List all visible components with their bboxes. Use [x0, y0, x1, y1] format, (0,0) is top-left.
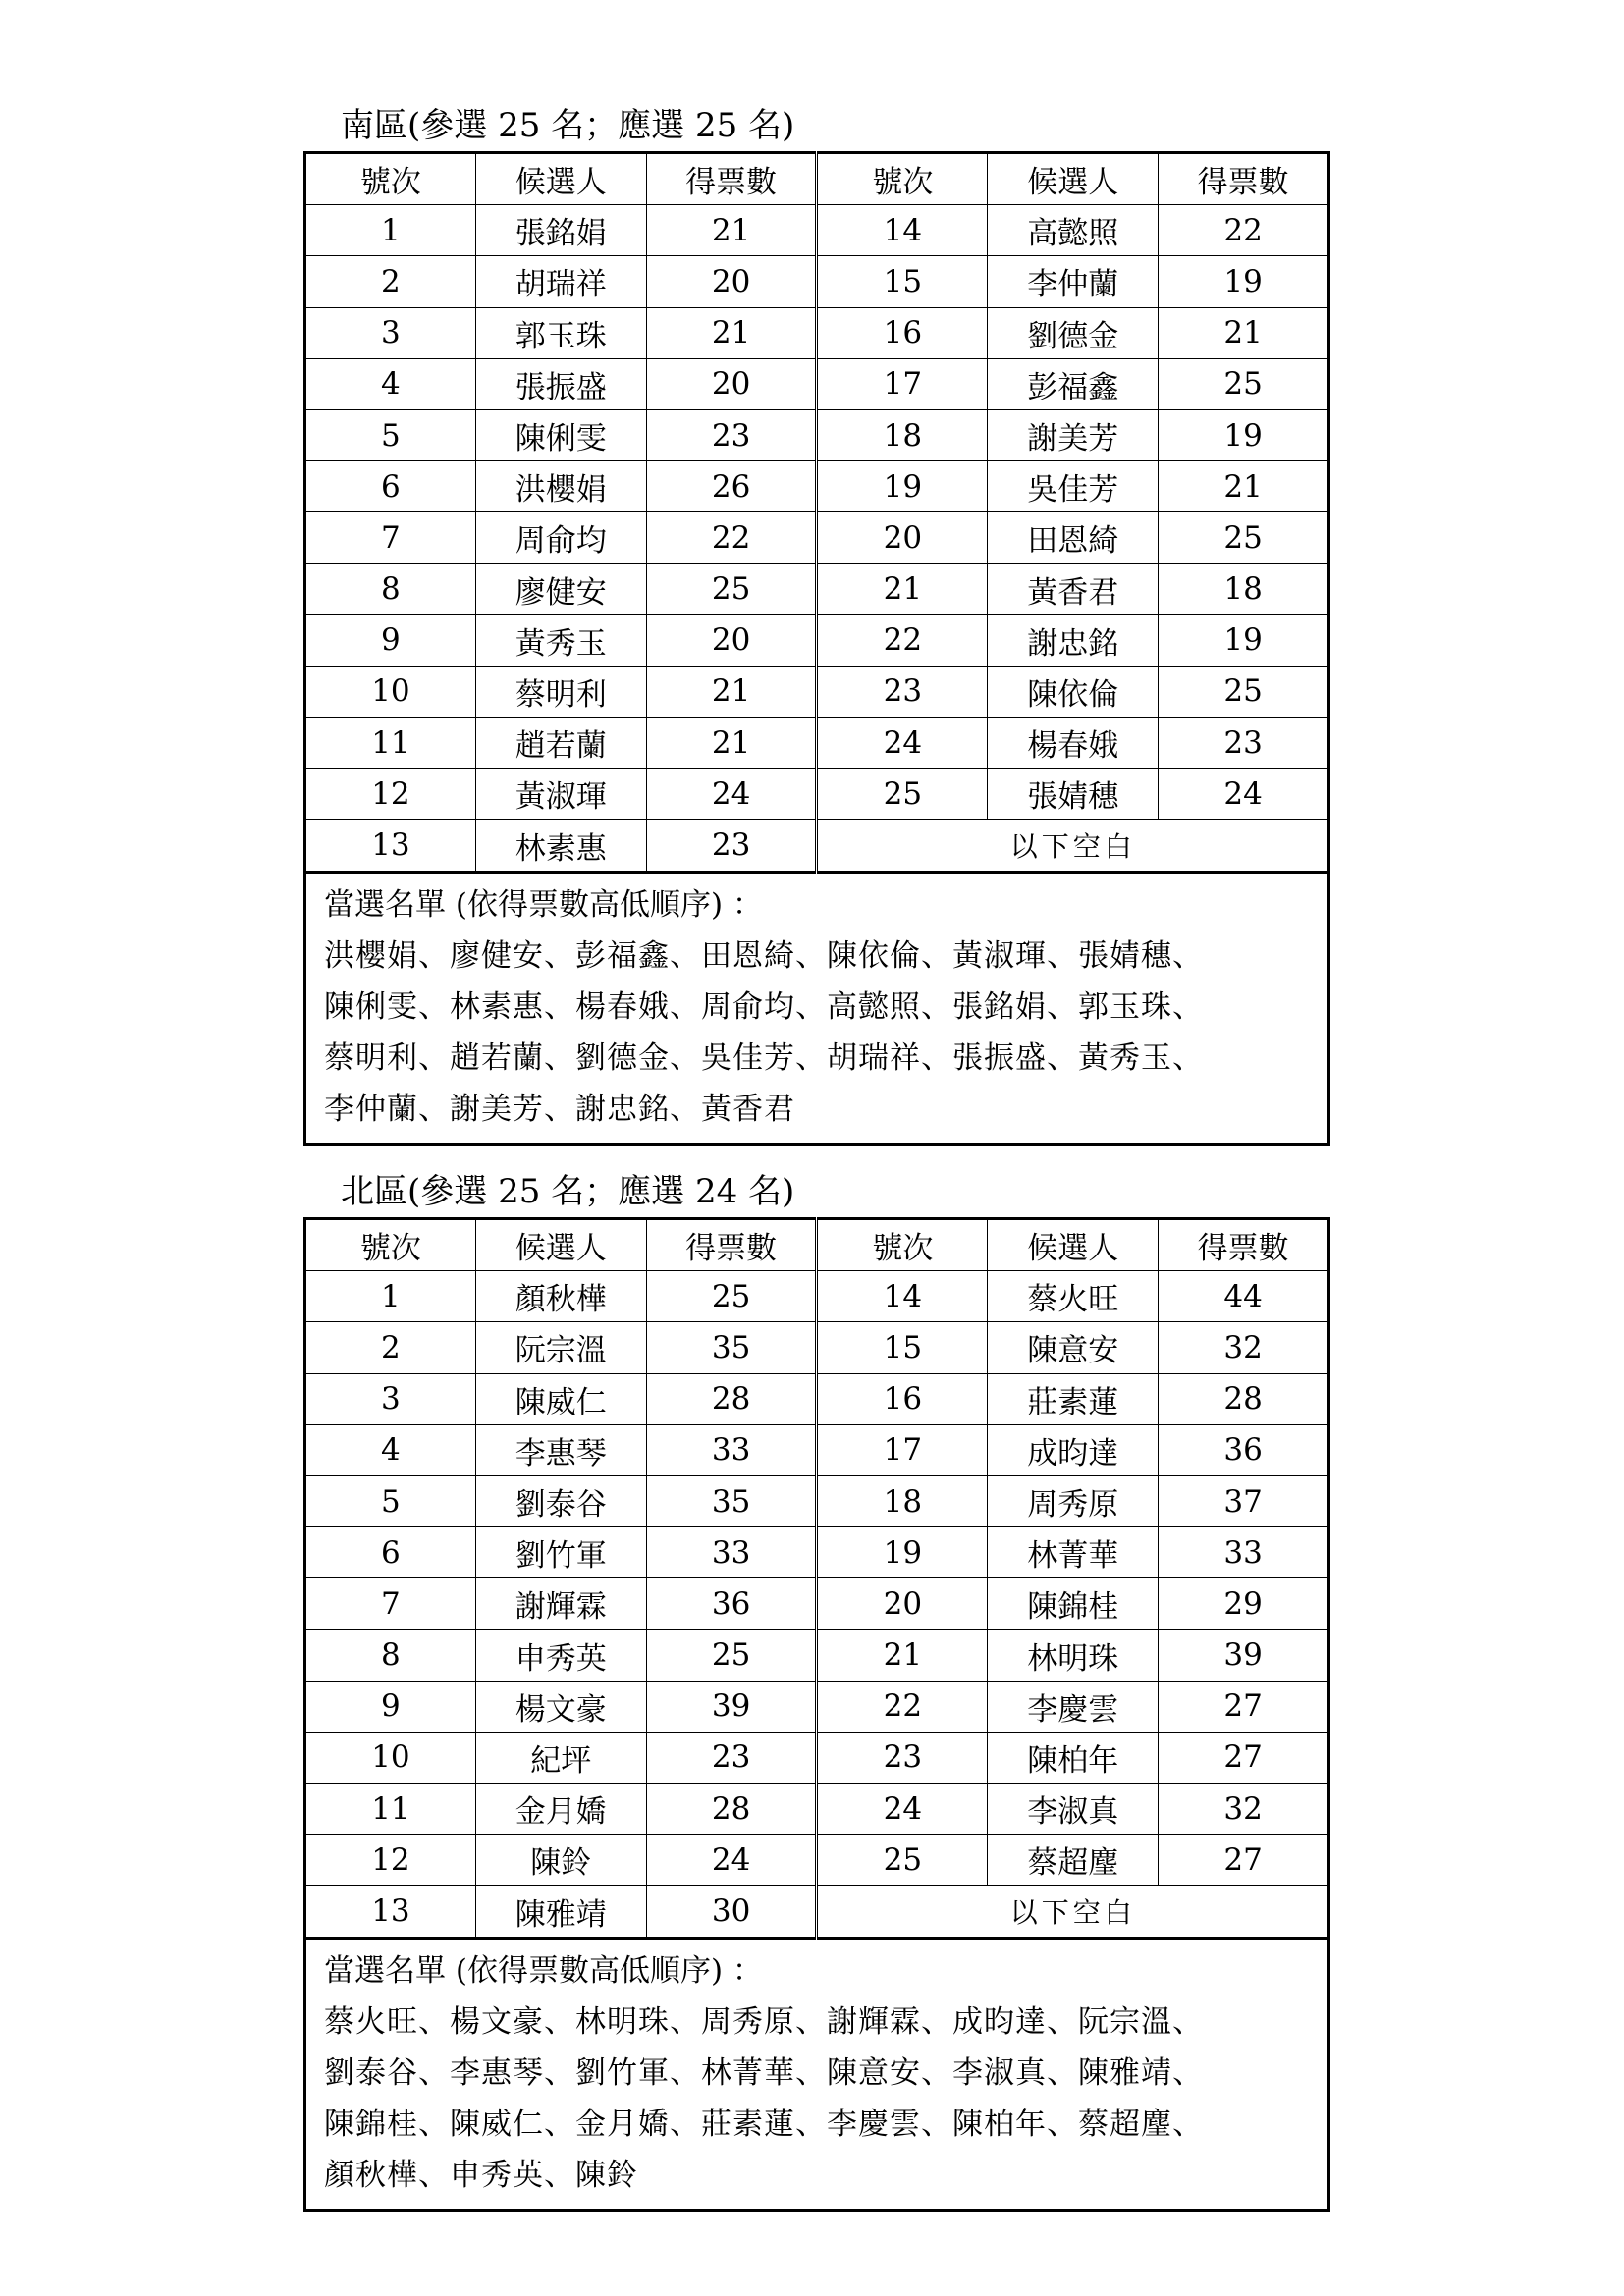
table-row [305, 1424, 1329, 1475]
cell-number: 14 [817, 205, 988, 256]
blank-note: 以下空白 [817, 820, 1329, 872]
cell-candidate: 楊文豪 [475, 1681, 646, 1732]
cell-votes: 21 [646, 205, 817, 256]
cell-candidate: 謝美芳 [988, 409, 1159, 460]
table-row [305, 1784, 1329, 1835]
table-row [305, 1271, 1329, 1322]
cell-candidate: 陳鈴 [475, 1835, 646, 1886]
cell-votes: 27 [1159, 1681, 1329, 1732]
cell-votes: 25 [1159, 666, 1329, 717]
cell-candidate: 黃秀玉 [475, 614, 646, 666]
section-title: 北區(參選 25 名；應選 24 名) [341, 1172, 795, 1211]
winners-label: 當選名單 (依得票數高低順序) ： [324, 1952, 763, 1989]
cell-number: 22 [817, 614, 988, 666]
cell-number: 25 [817, 1835, 988, 1886]
table-row [305, 1681, 1329, 1732]
table-row [305, 1475, 1329, 1526]
winners-box [303, 874, 1330, 1146]
table-row [305, 205, 1329, 256]
cell-number: 14 [817, 1271, 988, 1322]
winners-line: 李仲蘭、謝美芳、謝忠銘、黃香君 [324, 1091, 795, 1127]
cell-number: 19 [817, 1527, 988, 1578]
cell-candidate: 莊素蓮 [988, 1373, 1159, 1424]
cell-number: 15 [817, 1322, 988, 1373]
cell-votes: 44 [1159, 1271, 1329, 1322]
table-row-last [305, 820, 1329, 872]
cell-number: 21 [817, 1629, 988, 1681]
blank-note: 以下空白 [817, 1886, 1329, 1938]
cell-candidate: 黃淑琿 [475, 769, 646, 820]
header-row [305, 153, 1329, 205]
cell-number: 19 [817, 461, 988, 512]
cell-candidate: 阮宗溫 [475, 1322, 646, 1373]
cell-votes: 27 [1159, 1732, 1329, 1783]
cell-candidate: 周秀原 [988, 1475, 1159, 1526]
cell-number: 16 [817, 1373, 988, 1424]
table-row [305, 1629, 1329, 1681]
cell-candidate: 李慶雲 [988, 1681, 1159, 1732]
column-header-votes: 得票數 [646, 1219, 817, 1271]
cell-number: 2 [305, 1322, 476, 1373]
cell-candidate: 謝輝霖 [475, 1578, 646, 1629]
cell-votes: 35 [646, 1475, 817, 1526]
cell-candidate: 洪櫻娟 [475, 461, 646, 512]
table-row [305, 307, 1329, 358]
cell-number: 3 [305, 307, 476, 358]
column-header-candidate: 候選人 [988, 1219, 1159, 1271]
cell-candidate: 劉泰谷 [475, 1475, 646, 1526]
cell-number: 11 [305, 1784, 476, 1835]
cell-votes: 32 [1159, 1322, 1329, 1373]
cell-number: 8 [305, 1629, 476, 1681]
table-row [305, 1835, 1329, 1886]
cell-candidate: 楊春娥 [988, 718, 1159, 769]
cell-candidate: 陳意安 [988, 1322, 1159, 1373]
cell-number: 11 [305, 718, 476, 769]
cell-candidate: 郭玉珠 [475, 307, 646, 358]
winners-line: 顏秋樺、申秀英、陳鈴 [324, 2157, 638, 2193]
cell-number: 20 [817, 1578, 988, 1629]
cell-candidate: 李仲蘭 [988, 256, 1159, 307]
column-header-candidate: 候選人 [988, 153, 1159, 205]
cell-votes: 28 [1159, 1373, 1329, 1424]
cell-votes: 35 [646, 1322, 817, 1373]
cell-votes: 25 [646, 563, 817, 614]
cell-votes: 21 [646, 718, 817, 769]
cell-votes: 19 [1159, 409, 1329, 460]
cell-number: 9 [305, 614, 476, 666]
table-row [305, 614, 1329, 666]
cell-candidate: 陳依倫 [988, 666, 1159, 717]
cell-candidate: 陳錦桂 [988, 1578, 1159, 1629]
winners-line: 陳錦桂、陳威仁、金月嬌、莊素蓮、李慶雲、陳柏年、蔡超麈、 [324, 2106, 1204, 2142]
cell-votes: 18 [1159, 563, 1329, 614]
cell-votes: 20 [646, 256, 817, 307]
column-header-number: 號次 [817, 153, 988, 205]
cell-votes: 33 [1159, 1527, 1329, 1578]
table-row [305, 718, 1329, 769]
cell-number: 6 [305, 461, 476, 512]
cell-number: 17 [817, 1424, 988, 1475]
cell-votes: 19 [1159, 256, 1329, 307]
cell-number: 23 [817, 666, 988, 717]
cell-number: 25 [817, 769, 988, 820]
cell-votes: 32 [1159, 1784, 1329, 1835]
cell-number: 9 [305, 1681, 476, 1732]
table-row [305, 512, 1329, 563]
cell-votes: 19 [1159, 614, 1329, 666]
cell-number: 6 [305, 1527, 476, 1578]
cell-votes: 25 [646, 1271, 817, 1322]
cell-votes: 39 [646, 1681, 817, 1732]
cell-candidate: 成昀達 [988, 1424, 1159, 1475]
cell-candidate: 李淑真 [988, 1784, 1159, 1835]
cell-number: 4 [305, 358, 476, 409]
cell-candidate: 高懿照 [988, 205, 1159, 256]
cell-candidate: 劉德金 [988, 307, 1159, 358]
cell-votes: 20 [646, 358, 817, 409]
cell-votes: 20 [646, 614, 817, 666]
winners-line: 蔡火旺、楊文豪、林明珠、周秀原、謝輝霖、成昀達、阮宗溫、 [324, 2003, 1204, 2040]
cell-votes: 23 [646, 1732, 817, 1783]
cell-votes: 25 [1159, 512, 1329, 563]
cell-number: 3 [305, 1373, 476, 1424]
column-header-votes: 得票數 [646, 153, 817, 205]
cell-number: 12 [305, 769, 476, 820]
cell-votes: 22 [1159, 205, 1329, 256]
cell-votes: 29 [1159, 1578, 1329, 1629]
cell-candidate: 蔡明利 [475, 666, 646, 717]
cell-votes: 26 [646, 461, 817, 512]
header-row [305, 1219, 1329, 1271]
cell-number: 1 [305, 1271, 476, 1322]
section-title: 南區(參選 25 名；應選 25 名) [341, 106, 795, 145]
table-row [305, 563, 1329, 614]
table-row [305, 1578, 1329, 1629]
cell-candidate: 林素惠 [475, 820, 646, 872]
cell-number: 20 [817, 512, 988, 563]
cell-votes: 30 [646, 1886, 817, 1938]
cell-votes: 39 [1159, 1629, 1329, 1681]
cell-candidate: 張婧穗 [988, 769, 1159, 820]
cell-number: 12 [305, 1835, 476, 1886]
results-table [303, 151, 1330, 874]
cell-candidate: 黃香君 [988, 563, 1159, 614]
cell-candidate: 劉竹軍 [475, 1527, 646, 1578]
winners-line: 洪櫻娟、廖健安、彭福鑫、田恩綺、陳依倫、黃淑琿、張婧穗、 [324, 937, 1204, 974]
cell-number: 4 [305, 1424, 476, 1475]
section-south [303, 100, 1330, 1146]
cell-votes: 27 [1159, 1835, 1329, 1886]
cell-votes: 36 [646, 1578, 817, 1629]
cell-candidate: 田恩綺 [988, 512, 1159, 563]
cell-number: 10 [305, 1732, 476, 1783]
cell-votes: 21 [1159, 307, 1329, 358]
cell-candidate: 陳雅靖 [475, 1886, 646, 1938]
cell-number: 7 [305, 512, 476, 563]
cell-candidate: 廖健安 [475, 563, 646, 614]
cell-votes: 37 [1159, 1475, 1329, 1526]
table-row [305, 409, 1329, 460]
cell-number: 18 [817, 409, 988, 460]
winners-label: 當選名單 (依得票數高低順序) ： [324, 886, 763, 923]
cell-candidate: 蔡火旺 [988, 1271, 1159, 1322]
table-row [305, 256, 1329, 307]
cell-candidate: 李惠琴 [475, 1424, 646, 1475]
winners-line: 蔡明利、趙若蘭、劉德金、吳佳芳、胡瑞祥、張振盛、黃秀玉、 [324, 1040, 1204, 1076]
cell-votes: 24 [646, 1835, 817, 1886]
cell-candidate: 周俞均 [475, 512, 646, 563]
cell-number: 7 [305, 1578, 476, 1629]
winners-line: 陳俐雯、林素惠、楊春娥、周俞均、高懿照、張銘娟、郭玉珠、 [324, 988, 1204, 1025]
cell-candidate: 顏秋樺 [475, 1271, 646, 1322]
column-header-number: 號次 [305, 1219, 476, 1271]
cell-votes: 24 [646, 769, 817, 820]
cell-candidate: 謝忠銘 [988, 614, 1159, 666]
column-header-candidate: 候選人 [475, 153, 646, 205]
cell-votes: 25 [1159, 358, 1329, 409]
cell-number: 8 [305, 563, 476, 614]
column-header-number: 號次 [817, 1219, 988, 1271]
table-row [305, 1732, 1329, 1783]
cell-number: 13 [305, 1886, 476, 1938]
table-row [305, 769, 1329, 820]
cell-votes: 23 [646, 409, 817, 460]
winners-line: 劉泰谷、李惠琴、劉竹軍、林菁華、陳意安、李淑真、陳雅靖、 [324, 2055, 1204, 2091]
cell-candidate: 林菁華 [988, 1527, 1159, 1578]
cell-number: 22 [817, 1681, 988, 1732]
section-north [303, 1166, 1330, 2212]
table-row [305, 461, 1329, 512]
cell-number: 18 [817, 1475, 988, 1526]
cell-number: 16 [817, 307, 988, 358]
cell-votes: 33 [646, 1527, 817, 1578]
cell-number: 13 [305, 820, 476, 872]
table-row [305, 1322, 1329, 1373]
table-row [305, 666, 1329, 717]
table-row-last [305, 1886, 1329, 1938]
cell-votes: 21 [646, 307, 817, 358]
cell-candidate: 張振盛 [475, 358, 646, 409]
cell-votes: 21 [1159, 461, 1329, 512]
cell-number: 15 [817, 256, 988, 307]
cell-candidate: 吳佳芳 [988, 461, 1159, 512]
cell-candidate: 陳威仁 [475, 1373, 646, 1424]
column-header-votes: 得票數 [1159, 153, 1329, 205]
cell-candidate: 林明珠 [988, 1629, 1159, 1681]
cell-votes: 23 [1159, 718, 1329, 769]
cell-number: 1 [305, 205, 476, 256]
cell-votes: 28 [646, 1373, 817, 1424]
cell-number: 5 [305, 1475, 476, 1526]
cell-votes: 36 [1159, 1424, 1329, 1475]
cell-votes: 24 [1159, 769, 1329, 820]
cell-number: 21 [817, 563, 988, 614]
cell-votes: 21 [646, 666, 817, 717]
cell-number: 2 [305, 256, 476, 307]
cell-candidate: 張銘娟 [475, 205, 646, 256]
table-row [305, 1373, 1329, 1424]
column-header-votes: 得票數 [1159, 1219, 1329, 1271]
table-row [305, 1527, 1329, 1578]
results-table [303, 1217, 1330, 1940]
cell-votes: 23 [646, 820, 817, 872]
cell-number: 17 [817, 358, 988, 409]
cell-candidate: 紀坪 [475, 1732, 646, 1783]
cell-number: 24 [817, 1784, 988, 1835]
cell-candidate: 陳俐雯 [475, 409, 646, 460]
cell-votes: 22 [646, 512, 817, 563]
cell-votes: 25 [646, 1629, 817, 1681]
cell-candidate: 金月嬌 [475, 1784, 646, 1835]
cell-votes: 28 [646, 1784, 817, 1835]
cell-candidate: 趙若蘭 [475, 718, 646, 769]
table-row [305, 358, 1329, 409]
cell-candidate: 彭福鑫 [988, 358, 1159, 409]
cell-number: 5 [305, 409, 476, 460]
cell-candidate: 蔡超麈 [988, 1835, 1159, 1886]
column-header-candidate: 候選人 [475, 1219, 646, 1271]
cell-number: 10 [305, 666, 476, 717]
cell-candidate: 陳柏年 [988, 1732, 1159, 1783]
cell-candidate: 胡瑞祥 [475, 256, 646, 307]
cell-number: 23 [817, 1732, 988, 1783]
cell-candidate: 申秀英 [475, 1629, 646, 1681]
winners-box [303, 1940, 1330, 2212]
cell-number: 24 [817, 718, 988, 769]
column-header-number: 號次 [305, 153, 476, 205]
cell-votes: 33 [646, 1424, 817, 1475]
